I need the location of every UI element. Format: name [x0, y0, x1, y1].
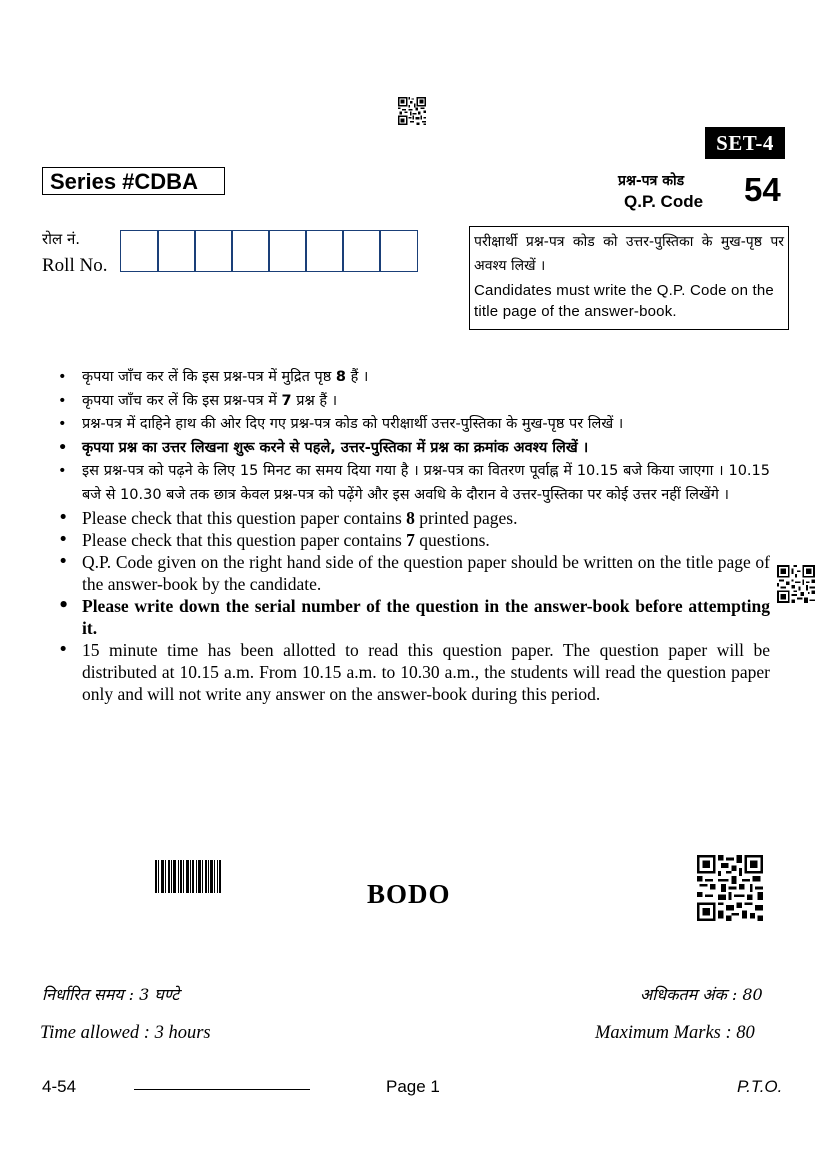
footer-divider	[134, 1089, 310, 1090]
footer-page-number: Page 1	[386, 1077, 440, 1096]
subject-title: BODO	[367, 879, 451, 909]
roll-label-english: Roll No.	[42, 255, 108, 276]
side-qr-code	[777, 565, 815, 603]
series-label: Series #CDBA	[42, 167, 225, 195]
qp-code-label: Q.P. Code	[624, 192, 704, 211]
footer-pto: P.T.O.	[737, 1077, 783, 1096]
max-marks-english: Maximum Marks : 80	[595, 1023, 755, 1043]
roll-digit-box[interactable]	[305, 230, 344, 272]
instruction-item: • Please write down the serial number of the question in the answer-book before attempting it.	[58, 595, 770, 639]
qp-code-value: 54	[744, 171, 781, 208]
roll-digit-box[interactable]	[379, 230, 418, 272]
instruction-item: • प्रश्न-पत्र में दाहिने हाथ की ओर दिए गए प्रश्न-पत्र कोड को परीक्षार्थी उत्तर-पुस्तिका के मुख-पृष्ठ पर लिखें ।	[58, 413, 770, 437]
qp-code-note-english: Candidates must write the Q.P. Code on the title page of the answer-book.	[474, 282, 774, 320]
roll-label-hindi: रोल नं.	[42, 230, 81, 248]
roll-digit-box[interactable]	[157, 230, 196, 272]
instruction-item: • Please check that this question paper contains 8 printed pages.	[58, 507, 770, 529]
instruction-item: • Please check that this question paper contains 7 questions.	[58, 529, 770, 551]
instruction-item: • कृपया जाँच कर लें कि इस प्रश्न-पत्र में 7 प्रश्न हैं ।	[58, 390, 770, 414]
roll-digit-box[interactable]	[268, 230, 307, 272]
instruction-item: • कृपया जाँच कर लें कि इस प्रश्न-पत्र में मुद्रित पृष्ठ 8 हैं ।	[58, 366, 770, 390]
qp-code-note-box	[469, 226, 789, 330]
instruction-item: • इस प्रश्न-पत्र को पढ़ने के लिए 15 मिनट का समय दिया गया है । प्रश्न-पत्र का वितरण पूर्वाह्न में 10.15 बजे किया जाएगा । 10.15 बजे से 10.30 बजे तक छात्र केवल प्रश्न-पत्र को पढ़ेंगे और इस अवधि के दौरान वे उत्तर-पुस्तिका पर कोई उत्तर नहीं लिखेंगे ।	[58, 460, 770, 507]
time-allowed-english: Time allowed : 3 hours	[40, 1023, 211, 1043]
roll-digit-box[interactable]	[342, 230, 381, 272]
roll-number-boxes	[120, 230, 418, 272]
barcode	[155, 860, 221, 893]
instruction-item: • Q.P. Code given on the right hand side of the question paper should be written on the title page of the answer-book by the candidate.	[58, 551, 770, 595]
max-marks-hindi: अधिकतम अंक : 80	[640, 985, 763, 1004]
top-qr-code	[398, 97, 426, 125]
roll-digit-box[interactable]	[194, 230, 233, 272]
qp-code-label-hindi: प्रश्न-पत्र कोड	[618, 173, 685, 189]
instruction-item: • 15 minute time has been allotted to read this question paper. The question paper will be distributed at 10.15 a.m. From 10.15 a.m. to 10.30 a.m., the students will read the question paper only and will not write any answer on the answer-book during this period.	[58, 639, 770, 705]
footer-paper-code: 4-54	[42, 1077, 77, 1096]
qp-code-note-hindi: परीक्षार्थी प्रश्न-पत्र कोड को उत्तर-पुस्तिका के मुख-पृष्ठ पर अवश्य लिखें ।	[474, 234, 784, 274]
general-instructions	[58, 366, 770, 705]
set-badge: SET-4	[705, 127, 785, 159]
main-qr-code	[697, 855, 763, 921]
instruction-item: • कृपया प्रश्न का उत्तर लिखना शुरू करने से पहले, उत्तर-पुस्तिका में प्रश्न का क्रमांक अवश्य लिखें ।	[58, 437, 770, 461]
time-allowed-hindi: निर्धारित समय : 3 घण्टे	[42, 985, 180, 1004]
roll-digit-box[interactable]	[231, 230, 270, 272]
roll-digit-box[interactable]	[120, 230, 159, 272]
